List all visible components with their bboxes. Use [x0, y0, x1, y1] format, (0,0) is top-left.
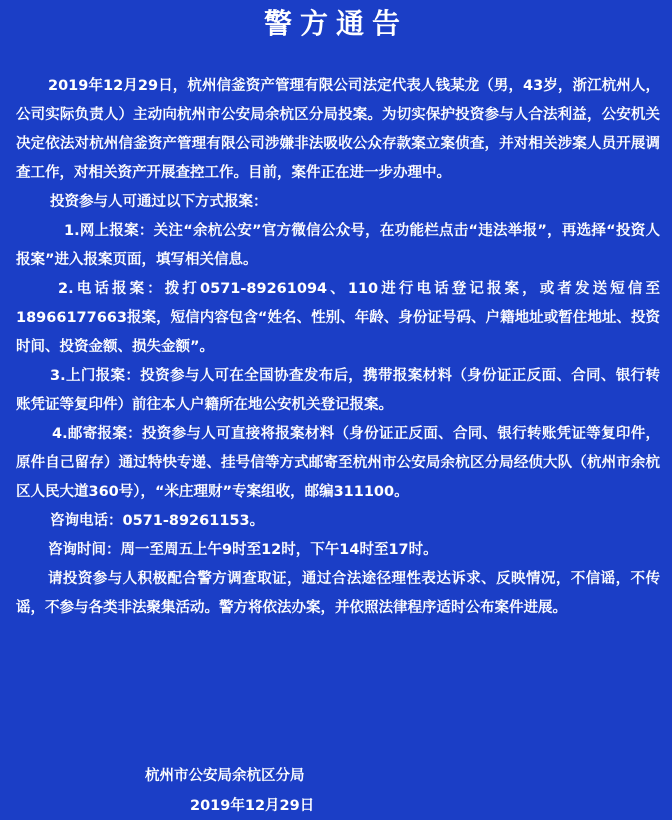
consult-phone: 咨询电话：0571-89261153。	[50, 513, 265, 529]
notice-title: 警方通告	[263, 7, 408, 40]
phone-report-paragraph: 2.电话报案：拨打0571-89261094、110进行电话登记报案，或者发送短信至18966177663报案，短信内容包含“姓名、性别、年龄、身份证号码、户籍地址或暂住地址、投资时间、投资金额、损失金额”。	[16, 281, 660, 355]
signature-date: 2019年12月29日	[190, 798, 315, 814]
closing-paragraph: 请投资参与人积极配合警方调查取证，通过合法途径理性表达诉求、反映情况，不信谣，不传谣，不参与各类非法聚集活动。警方将依法办案，并依照法律程序适时公布案件进展。	[16, 571, 660, 616]
consult-hours: 咨询时间：周一至周五上午9时至12时，下午14时至17时。	[48, 542, 438, 558]
mail-report-paragraph: 4.邮寄报案：投资参与人可直接将报案材料（身份证正反面、合同、银行转账凭证等复印件，原件自己留存）通过特快专递、挂号信等方式邮寄至杭州市公安局余杭区分局经侦大队（杭州市余杭区人民大道360号），“米庄理财”专案组收，邮编311100。	[16, 426, 660, 500]
online-report-paragraph: 1.网上报案：关注“余杭公安”官方微信公众号，在功能栏点击“违法举报”，再选择“投资人报案”进入报案页面，填写相关信息。	[16, 223, 660, 268]
intro-paragraph: 2019年12月29日，杭州信釜资产管理有限公司法定代表人钱某龙（男，43岁，浙江杭州人，公司实际负责人）主动向杭州市公安局余杭区分局投案。为切实保护投资参与人合法利益，公安机关决定依法对杭州信釜资产管理有限公司涉嫌非法吸收公众存款案立案侦查，并对相关涉案人员开展调查工作，对相关资产开展查控工作。目前，案件正在进一步办理中。	[16, 78, 660, 181]
signature-organization: 杭州市公安局余杭区分局	[145, 768, 305, 784]
notice-body	[16, 72, 660, 623]
report-methods-heading: 投资参与人可通过以下方式报案：	[50, 194, 268, 210]
in-person-report-paragraph: 3.上门报案：投资参与人可在全国协查发布后，携带报案材料（身份证正反面、合同、银行转账凭证等复印件）前往本人户籍所在地公安机关登记报案。	[16, 368, 660, 413]
